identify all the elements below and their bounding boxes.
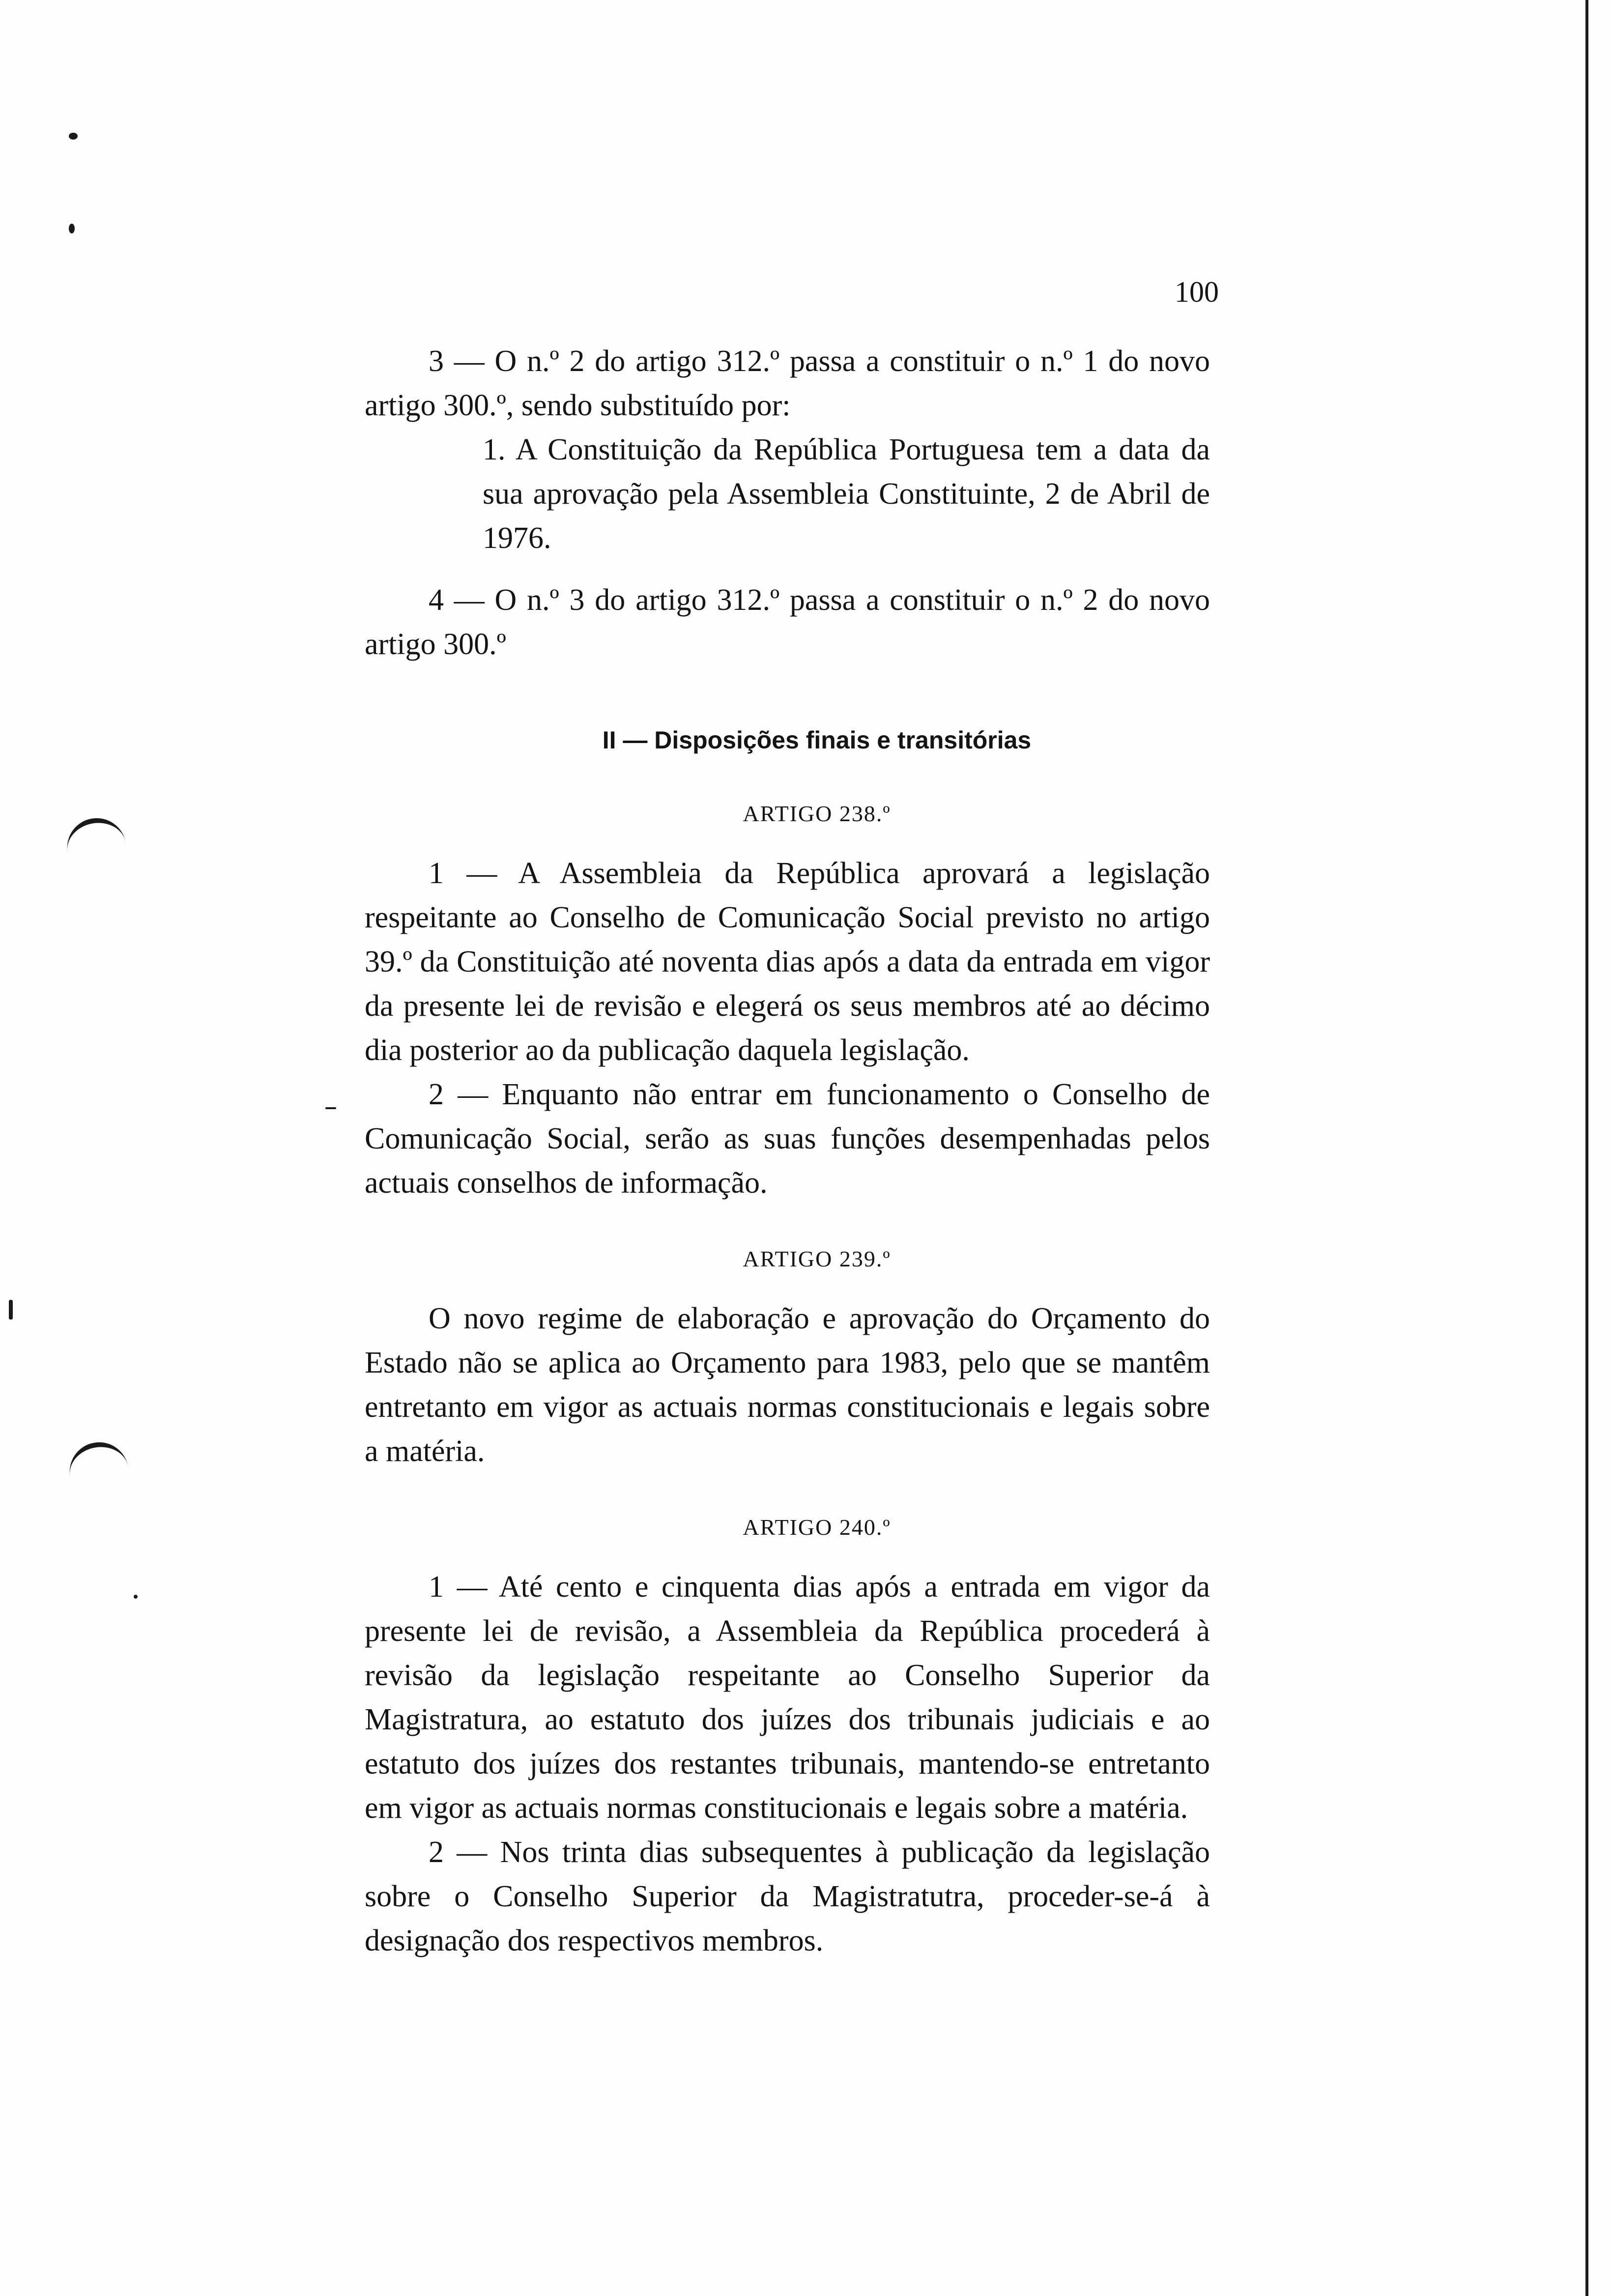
paragraph: O novo regime de elaboração e aprovação do Orçamento do Estado não se aplica ao Orçamento para 1983, pelo que se mantêm entretanto em vigor as actuais normas constitucionais e legais sobre a matéria. [365,1302,1210,1468]
section-heading: II — Disposições finais e transitórias [602,726,1032,754]
scan-speck [325,1107,336,1109]
paragraph: 4 — O n.º 3 do artigo 312.º passa a constituir o n.º 2 do novo artigo 300.º [365,583,1210,661]
page-edge-line [1585,0,1588,2296]
paragraph: 2 — Nos trinta dias subsequentes à publicação da legislação sobre o Conselho Superior da Magistratutra, proceder-se-á à designação dos respectivos membros. [365,1836,1210,1957]
paragraph: 2 — Enquanto não entrar em funcionamento o Conselho de Comunicação Social, serão as suas funções desempenhadas pelos actuais conselhos de informação. [365,1078,1210,1200]
paragraph: 3 — O n.º 2 do artigo 312.º passa a constituir o n.º 1 do novo artigo 300.º, sendo substituído por: [365,344,1210,422]
paragraph: 1 — A Assembleia da República aprovará a legislação respeitante ao Conselho de Comunicação Social previsto no artigo 39.º da Constituição até noventa dias após a data da entrada em vigor da presente lei de revisão e elegerá os seus membros até ao décimo dia posterior ao da publicação daquela legislação. [365,857,1210,1067]
document-body [365,339,1210,1963]
paragraph: 1 — Até cento e cinquenta dias após a entrada em vigor da presente lei de revisão, a Assembleia da República procederá à revisão da legislação respeitante ao Conselho Superior da Magistratura, ao estatuto dos juízes dos tribunais judiciais e ao estatuto dos juízes dos restantes tribunais, mantendo-se entretanto em vigor as actuais normas constitucionais e legais sobre a matéria. [365,1570,1210,1825]
binder-hole-mark [65,1437,132,1496]
scan-speck [69,224,75,233]
article-heading: ARTIGO 239.º [743,1246,891,1271]
page-number: 100 [1175,276,1219,308]
scan-speck [69,133,78,140]
quoted-paragraph: 1. A Constituição da República Portuguesa tem a data da sua aprovação pela Assembleia Constituinte, 2 de Abril de 1976. [483,433,1210,555]
article-heading: ARTIGO 238.º [743,801,891,826]
article-heading: ARTIGO 240.º [743,1515,891,1540]
binder-hole-mark [62,813,129,872]
scan-speck [9,1300,13,1320]
scan-speck [134,1595,138,1599]
